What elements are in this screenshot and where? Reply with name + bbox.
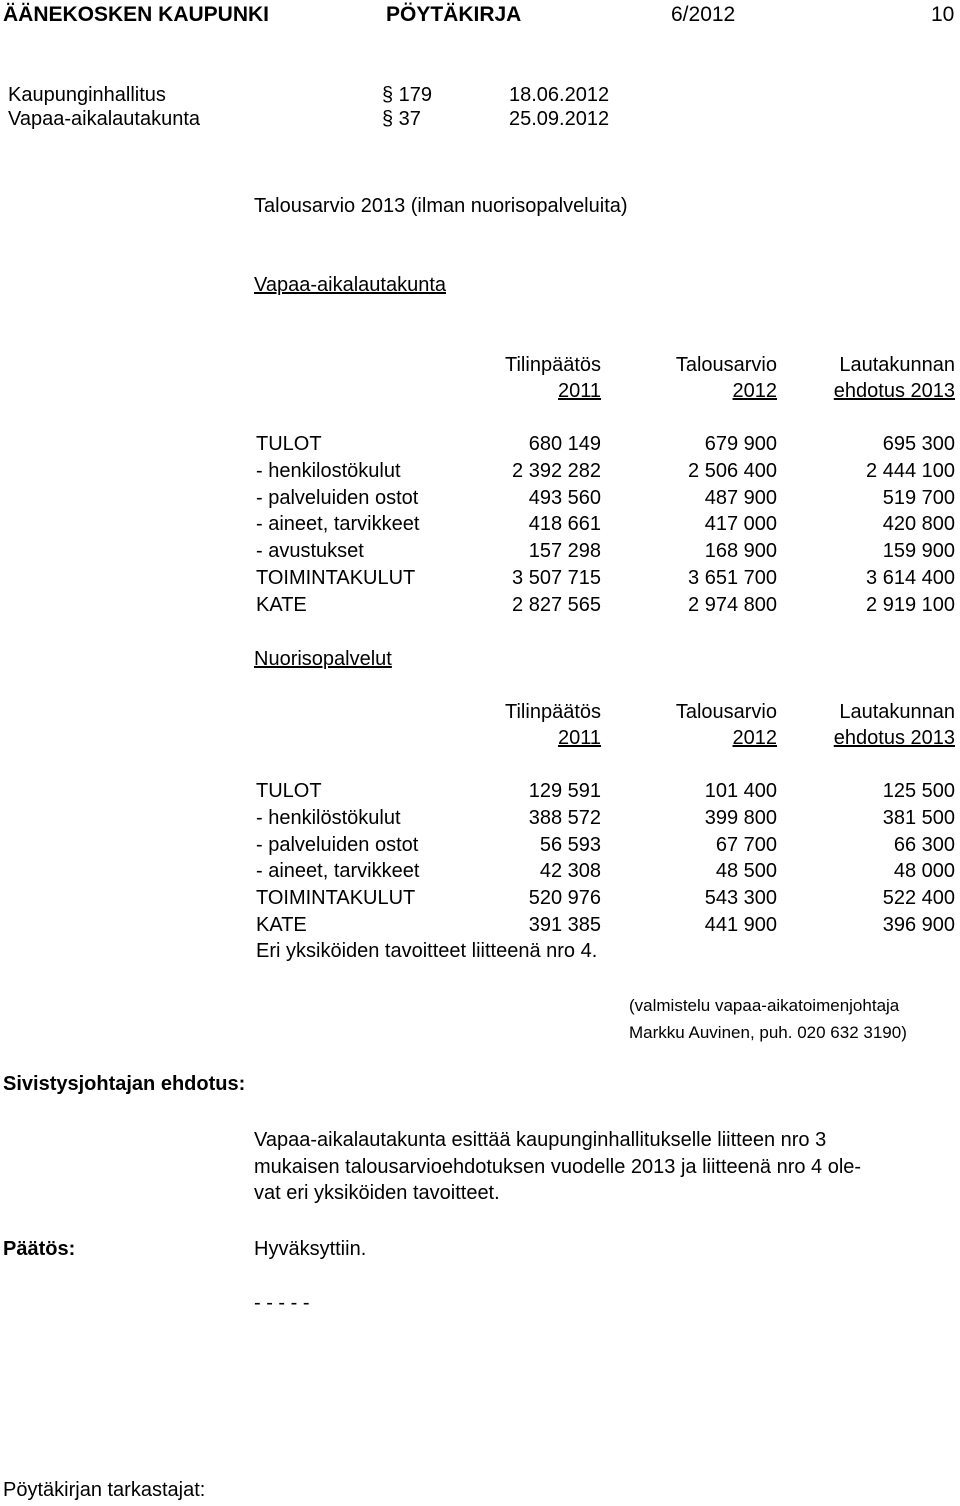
- table-row: [253, 778, 958, 804]
- row-label: - henkilostökulut: [256, 460, 401, 482]
- cell-2012: 2 506 400: [688, 460, 777, 482]
- table-row: [253, 565, 958, 591]
- proposal-line-2: mukaisen talousarvioehdotuksen vuodelle 2013 ja liitteenä nro 4 ole-: [254, 1156, 862, 1178]
- proposal-label: Sivistysjohtajan ehdotus:: [3, 1073, 246, 1095]
- row-label: TOIMINTAKULUT: [256, 887, 416, 909]
- reference-section-2: § 37: [382, 108, 421, 130]
- cell-2011: 520 976: [528, 887, 601, 909]
- row-label: TULOT: [256, 433, 322, 455]
- table2-col-header: Lautakunnan: [839, 701, 955, 723]
- table2-heading: Nuorisopalvelut: [254, 648, 392, 670]
- cell-2013: 125 500: [882, 780, 955, 802]
- cell-2013: 48 000: [893, 860, 955, 882]
- reference-date-1: 18.06.2012: [509, 84, 610, 106]
- decision-text: Hyväksyttiin.: [254, 1238, 367, 1260]
- row-label: TOIMINTAKULUT: [256, 567, 416, 589]
- cell-2013: 3 614 400: [866, 567, 955, 589]
- table1-header-row-1: [253, 352, 958, 378]
- cell-2013: 66 300: [893, 834, 955, 856]
- doc-title: Talousarvio 2013 (ilman nuorisopalveluita): [254, 195, 628, 217]
- row-label: TULOT: [256, 780, 322, 802]
- reference-body-1: Kaupunginhallitus: [8, 84, 166, 106]
- cell-2012: 101 400: [704, 780, 777, 802]
- table2-note: [253, 938, 958, 964]
- page-number: 10: [931, 3, 955, 26]
- cell-2011: 157 298: [528, 540, 601, 562]
- signatories-label: Pöytäkirjan tarkastajat:: [3, 1479, 206, 1501]
- table-row: [253, 912, 958, 938]
- cell-2012: 679 900: [704, 433, 777, 455]
- cell-2013: 2 444 100: [866, 460, 955, 482]
- cell-2011: 388 572: [528, 807, 601, 829]
- row-label: - palveluiden ostot: [256, 487, 419, 509]
- table-row: [253, 885, 958, 911]
- table1-col-header: Talousarvio: [675, 354, 777, 376]
- cell-2013: 381 500: [882, 807, 955, 829]
- table2-col-header: Talousarvio: [675, 701, 777, 723]
- cell-2011: 42 308: [539, 860, 601, 882]
- row-label: - palveluiden ostot: [256, 834, 419, 856]
- table-row: [253, 592, 958, 618]
- cell-2013: 695 300: [882, 433, 955, 455]
- reference-body-2: Vapaa-aikalautakunta: [8, 108, 200, 130]
- row-label: KATE: [256, 914, 307, 936]
- cell-2012: 417 000: [704, 513, 777, 535]
- table2-col-header: Tilinpäätös: [505, 701, 601, 723]
- row-label: - aineet, tarvikkeet: [256, 860, 420, 882]
- table2-header-row-1: [253, 699, 958, 725]
- table2-col-header: 2012: [732, 727, 777, 749]
- cell-2011: 418 661: [528, 513, 601, 535]
- cell-2013: 519 700: [882, 487, 955, 509]
- table-row: [253, 511, 958, 537]
- reference-section-1: § 179: [382, 84, 433, 106]
- cell-2012: 441 900: [704, 914, 777, 936]
- cell-2012: 168 900: [704, 540, 777, 562]
- cell-2011: 2 392 282: [512, 460, 601, 482]
- cell-2013: 159 900: [882, 540, 955, 562]
- table2-header-row-2: [253, 725, 958, 751]
- table-row: [253, 805, 958, 831]
- cell-2013: 396 900: [882, 914, 955, 936]
- row-label: KATE: [256, 594, 307, 616]
- cell-2012: 3 651 700: [688, 567, 777, 589]
- cell-2011: 3 507 715: [512, 567, 601, 589]
- table1-heading: Vapaa-aikalautakunta: [254, 274, 446, 296]
- attachment-note: Eri yksiköiden tavoitteet liitteenä nro 4.: [256, 940, 598, 962]
- cell-2011: 391 385: [528, 914, 601, 936]
- issue-number: 6/2012: [671, 3, 736, 26]
- decision-label: Päätös:: [3, 1238, 76, 1260]
- table1-col-header: ehdotus 2013: [833, 380, 955, 402]
- separator: - - - - -: [254, 1292, 310, 1314]
- cell-2011: 680 149: [528, 433, 601, 455]
- row-label: - avustukset: [256, 540, 364, 562]
- cell-2011: 2 827 565: [512, 594, 601, 616]
- table1-col-header: 2011: [557, 380, 601, 402]
- budget-table-1: [253, 352, 958, 622]
- preparer-line-2: Markku Auvinen, puh. 020 632 3190): [629, 1023, 907, 1042]
- proposal-line-1: Vapaa-aikalautakunta esittää kaupunginhallitukselle liitteen nro 3: [254, 1129, 827, 1151]
- preparer-line-1: (valmistelu vapaa-aikatoimenjohtaja: [629, 996, 900, 1015]
- org-name: ÄÄNEKOSKEN KAUPUNKI: [3, 3, 270, 26]
- cell-2011: 56 593: [539, 834, 601, 856]
- cell-2012: 399 800: [704, 807, 777, 829]
- cell-2012: 543 300: [704, 887, 777, 909]
- cell-2012: 48 500: [715, 860, 777, 882]
- table2-col-header: 2011: [557, 727, 601, 749]
- cell-2013: 420 800: [882, 513, 955, 535]
- table1-col-header: 2012: [732, 380, 777, 402]
- table-row: [253, 832, 958, 858]
- budget-table-2: [253, 699, 958, 969]
- cell-2013: 522 400: [882, 887, 955, 909]
- proposal-line-3: vat eri yksiköiden tavoitteet.: [254, 1182, 500, 1204]
- table-row: [253, 458, 958, 484]
- table2-col-header: ehdotus 2013: [833, 727, 955, 749]
- cell-2012: 2 974 800: [688, 594, 777, 616]
- table-row: [253, 538, 958, 564]
- table1-header-row-2: [253, 378, 958, 404]
- doc-type: PÖYTÄKIRJA: [386, 3, 522, 26]
- cell-2012: 487 900: [704, 487, 777, 509]
- table1-col-header: Tilinpäätös: [505, 354, 601, 376]
- cell-2011: 129 591: [528, 780, 601, 802]
- table-row: [253, 485, 958, 511]
- row-label: - aineet, tarvikkeet: [256, 513, 420, 535]
- cell-2011: 493 560: [528, 487, 601, 509]
- reference-date-2: 25.09.2012: [509, 108, 610, 130]
- table1-col-header: Lautakunnan: [839, 354, 955, 376]
- table-row: [253, 431, 958, 457]
- row-label: - henkilöstökulut: [256, 807, 401, 829]
- cell-2013: 2 919 100: [866, 594, 955, 616]
- table-row: [253, 858, 958, 884]
- cell-2012: 67 700: [715, 834, 777, 856]
